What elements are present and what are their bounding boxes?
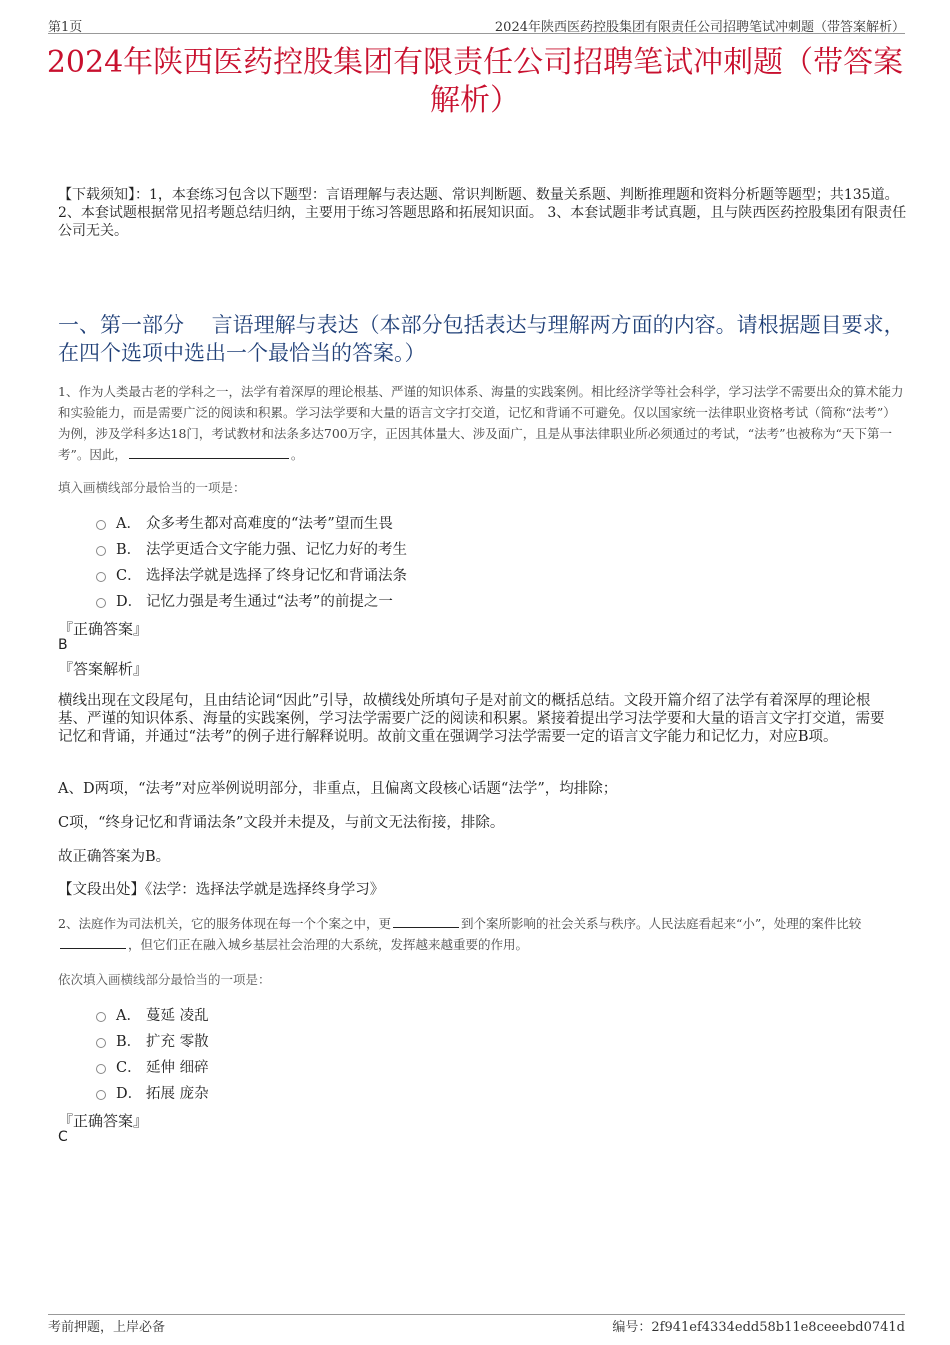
correct-answer: B [58,637,68,653]
question-2-text: 到个案所影响的社会关系与秩序。人民法庭看起来“小”，处理的案件比较 [460,916,862,931]
header-title: 2024年陕西医药控股集团有限责任公司招聘笔试冲刺题（带答案解析） [494,20,905,35]
option-a[interactable]: A． 蔓延 凌乱 [96,1001,209,1027]
radio-icon[interactable] [96,598,106,608]
page-number: 第1页 [48,20,83,35]
source-citation: 【文段出处】《法学：选择法学就是选择终身学习》 [58,882,385,898]
question-2-options [96,1001,209,1105]
document-id: 编号：2f941ef4334edd58b11e8ceeebd0741d [612,1320,905,1335]
option-d[interactable]: D． 记忆力强是考生通过“法考”的前提之一 [96,587,407,613]
radio-icon[interactable] [96,1012,106,1022]
analysis-paragraph: 故正确答案为B。 [58,849,171,865]
question-1-text: 1、作为人类最古老的学科之一，法学有着深厚的理论根基、严谨的知识体系、海量的实践案例。相比经济学等社会科学，学习法学不需要出众的算术能力和实验能力，而是需要广泛的阅读和积累。学习法学要和大量的语言文字打交道，记忆和背诵不可避免。仅以国家统一法律职业资格考试（简称“法考”）为例，涉及学科多达18门，考试教材和法条多达700万字，正因其体量大、涉及面广，且是从事法律职业所必须通过的考试，“法考”也被称为“天下第一考”。因此， [58,384,904,462]
analysis-paragraph: A、D两项，“法考”对应举例说明部分，非重点，且偏离文段核心话题“法学”，均排除； [58,781,618,797]
radio-icon[interactable] [96,520,106,530]
answer-blank [129,445,289,459]
question-2-text: ，但它们正在融入城乡基层社会治理的大系统，发挥越来越重要的作用。 [128,937,529,952]
radio-icon[interactable] [96,546,106,556]
option-b[interactable]: B． 扩充 零散 [96,1027,209,1053]
section-title: 一、第一部分 言语理解与表达（本部分包括表达与理解两方面的内容。请根据题目要求，在四个选项中选出一个最恰当的答案。） [58,313,905,365]
question-1-instruction: 填入画横线部分最恰当的一项是： [58,480,246,495]
radio-icon[interactable] [96,1090,106,1100]
radio-icon[interactable] [96,1064,106,1074]
footer-slogan: 考前押题，上岸必备 [48,1320,166,1335]
question-2-text: 2、法庭作为司法机关，它的服务体现在每一个个案之中，更 [58,916,391,931]
radio-icon[interactable] [96,572,106,582]
question-1-end: 。 [290,447,304,462]
analysis-label: 『答案解析』 [58,660,149,678]
document-title: 2024年陕西医药控股集团有限责任公司招聘笔试冲刺题（带答案解析） [46,45,904,118]
answer-label: 『正确答案』 [58,620,149,638]
analysis-paragraph: 横线出现在文段尾句，且由结论词“因此”引导，故横线处所填句子是对前文的概括总结。文段开篇介绍了法学有着深厚的理论根基、严谨的知识体系、海量的实践案例，学习法学需要广泛的阅读和积累。紧接着提出学习法学要和大量的语言文字打交道，需要记忆和背诵，并通过“法考”的例子进行解释说明。故前文重在强调学习法学需要一定的语言文字能力和记忆力，对应B项。 [58,693,885,745]
answer-blank [393,914,459,928]
option-b[interactable]: B． 法学更适合文字能力强、记忆力好的考生 [96,535,407,561]
option-c[interactable]: C． 延伸 细碎 [96,1053,209,1079]
analysis-paragraph: C项，“终身记忆和背诵法条”文段并未提及，与前文无法衔接，排除。 [58,815,505,831]
question-2-instruction: 依次填入画横线部分最恰当的一项是： [58,972,271,987]
radio-icon[interactable] [96,1038,106,1048]
option-d[interactable]: D． 拓展 庞杂 [96,1079,209,1105]
option-a[interactable]: A． 众多考生都对高难度的“法考”望而生畏 [96,509,407,535]
answer-blank [60,935,126,949]
correct-answer: C [58,1129,68,1145]
question-1-options [96,509,407,613]
question-1-stem [58,381,906,465]
question-2-stem [58,913,906,955]
option-c[interactable]: C． 选择法学就是选择了终身记忆和背诵法条 [96,561,407,587]
answer-label: 『正确答案』 [58,1112,149,1130]
page-header [48,14,905,34]
page-footer [48,1314,905,1335]
download-notice: 【下载须知】：1，本套练习包含以下题型：言语理解与表达题、常识判断题、数量关系题、判断推理题和资料分析题等题型；共135道。 2、本套试题根据常见招考题总结归纳，主要用于练习答题思路和拓展知识面。 3、本套试题非考试真题，且与陕西医药控股集团有限责任公司无关。 [58,187,907,239]
